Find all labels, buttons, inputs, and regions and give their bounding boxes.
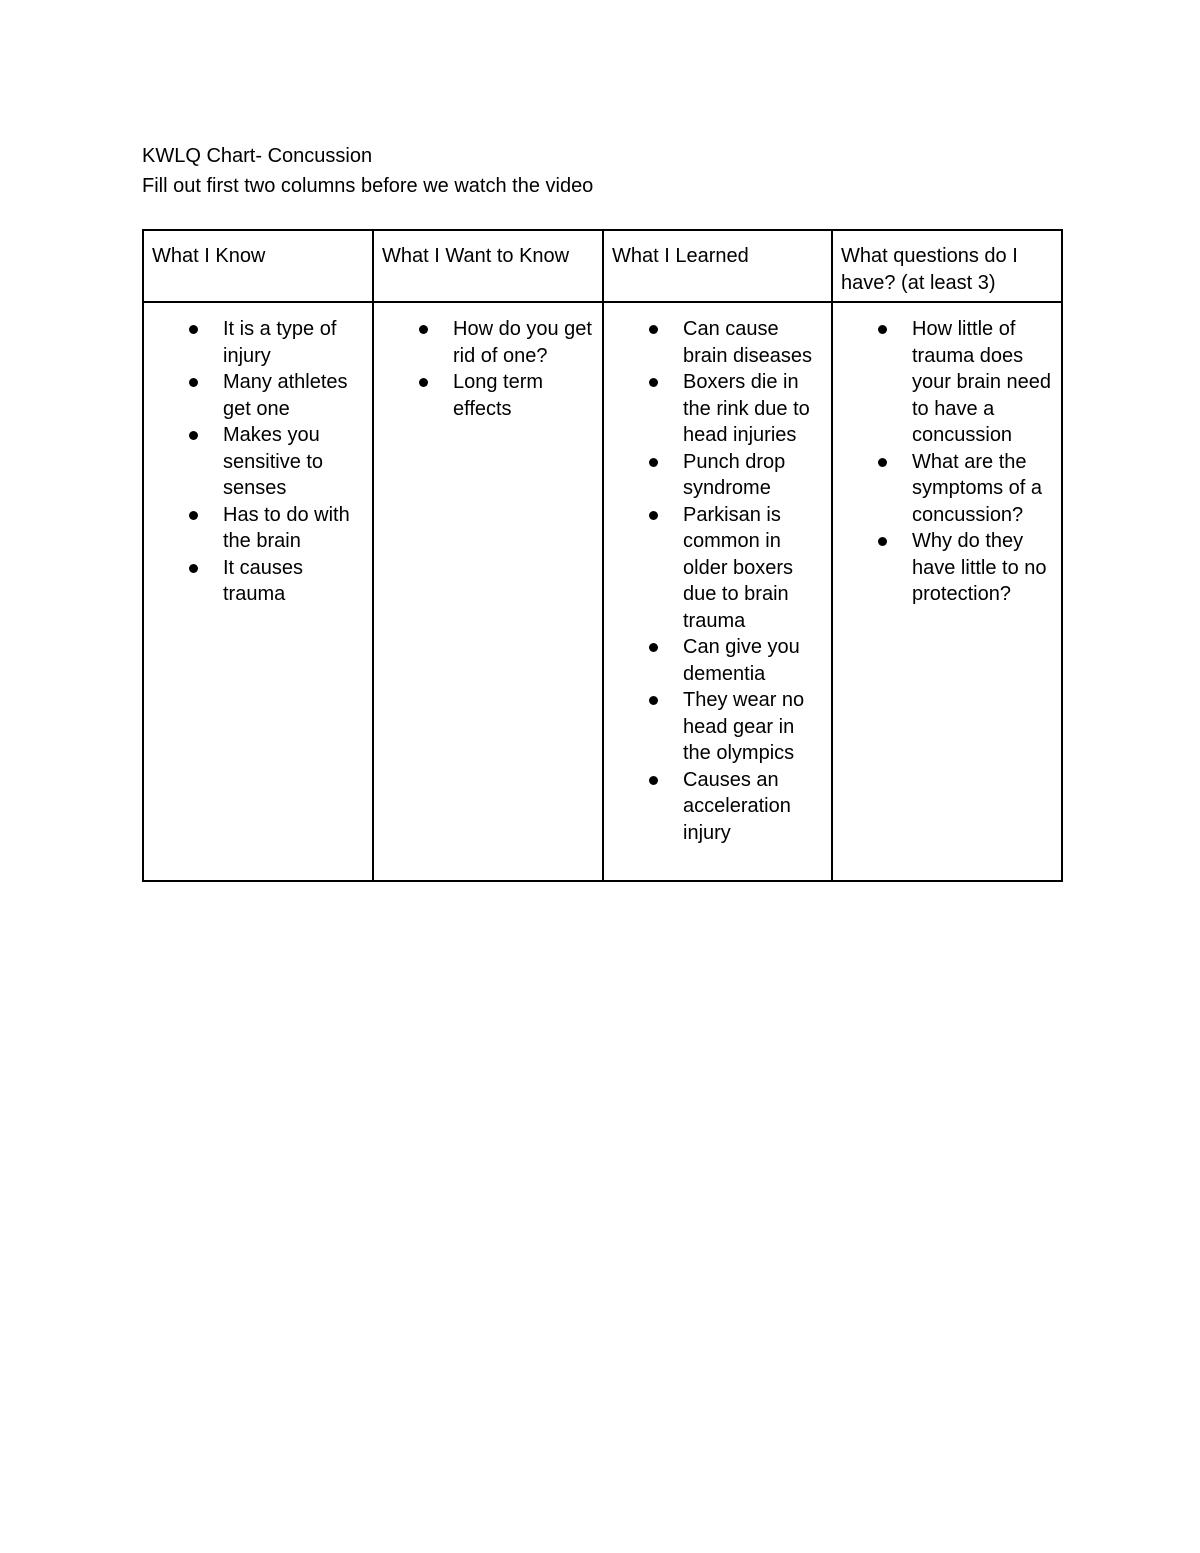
bullet-dot-icon	[189, 378, 198, 387]
list-item	[683, 449, 827, 502]
list-item	[223, 316, 368, 369]
list-item	[683, 687, 827, 767]
list-item-text: Boxers die in the rink due to head injuries	[683, 371, 810, 446]
cell-know	[143, 302, 373, 881]
list-item-text: Punch drop syndrome	[683, 450, 786, 499]
cell-learned	[603, 302, 832, 881]
list-item	[223, 555, 368, 608]
kwlq-table	[142, 229, 1063, 882]
list-item-text: Why do they have little to no protection?	[912, 530, 1047, 605]
list-item	[453, 369, 598, 422]
bullet-dot-icon	[649, 776, 658, 785]
list-item	[683, 634, 827, 687]
list-item-text: Makes you sensitive to senses	[223, 424, 324, 499]
list-item	[683, 502, 827, 635]
list-item	[683, 316, 827, 369]
list-know	[144, 316, 368, 608]
list-item	[223, 422, 368, 502]
list-item-text: Causes an acceleration injury	[683, 768, 791, 844]
list-item-text: Many athletes get one	[223, 371, 348, 420]
bullet-dot-icon	[649, 696, 658, 705]
bullet-dot-icon	[649, 378, 658, 387]
column-header-want-to-know: What I Want to Know	[373, 230, 603, 302]
list-item-text: Can give you dementia	[683, 636, 800, 685]
bullet-dot-icon	[189, 564, 198, 573]
bullet-dot-icon	[878, 537, 887, 546]
list-item	[453, 316, 598, 369]
list-item-text: Has to do with the brain	[223, 503, 350, 552]
bullet-dot-icon	[189, 511, 198, 520]
table-header-row	[143, 230, 1062, 302]
column-header-learned: What I Learned	[603, 230, 832, 302]
list-item-text: Long term effects	[453, 371, 544, 420]
list-item-text: It is a type of injury	[223, 318, 337, 367]
bullet-dot-icon	[419, 378, 428, 387]
list-item-text: It causes trauma	[223, 556, 304, 605]
list-item-text: How do you get rid of one?	[453, 318, 592, 367]
list-item	[223, 369, 368, 422]
bullet-dot-icon	[649, 511, 658, 520]
list-item-text: Can cause brain diseases	[683, 318, 812, 367]
list-item	[912, 316, 1057, 449]
list-item-text: How little of trauma does your brain need to have a concussion	[912, 318, 1051, 446]
cell-questions	[832, 302, 1062, 881]
list-item-text: They wear no head gear in the olympics	[683, 689, 805, 764]
bullet-dot-icon	[649, 643, 658, 652]
table-row	[143, 302, 1062, 881]
list-item	[683, 369, 827, 449]
list-learned	[604, 316, 827, 846]
bullet-dot-icon	[419, 325, 428, 334]
bullet-dot-icon	[189, 325, 198, 334]
list-item-text: What are the symptoms of a concussion?	[912, 450, 1043, 526]
list-questions	[833, 316, 1057, 608]
list-item	[223, 502, 368, 555]
list-item	[683, 767, 827, 847]
column-header-know: What I Know	[143, 230, 373, 302]
page-title: KWLQ Chart- Concussion	[142, 145, 373, 167]
list-item-text: Parkisan is common in older boxers due to brain trauma	[683, 503, 794, 632]
list-want-to-know	[374, 316, 598, 422]
list-item	[912, 449, 1057, 529]
bullet-dot-icon	[189, 431, 198, 440]
list-item	[912, 528, 1057, 608]
page-subtitle: Fill out first two columns before we watch the video	[142, 175, 594, 197]
bullet-dot-icon	[878, 458, 887, 467]
bullet-dot-icon	[649, 458, 658, 467]
bullet-dot-icon	[649, 325, 658, 334]
column-header-questions: What questions do I have? (at least 3)	[832, 230, 1062, 302]
cell-want-to-know	[373, 302, 603, 881]
bullet-dot-icon	[878, 325, 887, 334]
